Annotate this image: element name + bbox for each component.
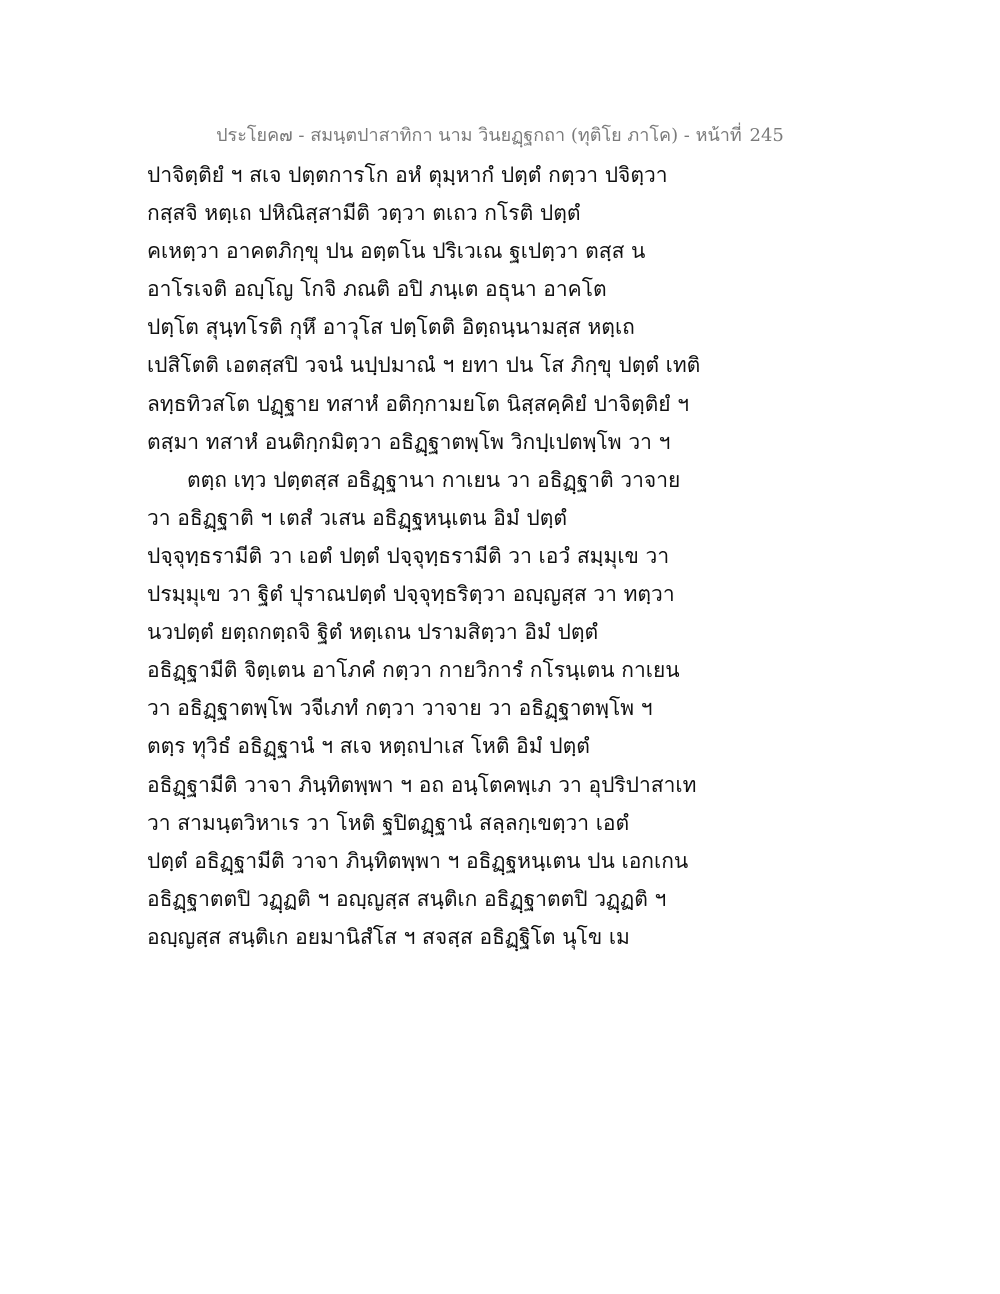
text-line: อญฺญสฺส สนฺติเก อยมานิสํโส ฯ สจสฺส อธิฏฺฐิโต นุโข เม <box>147 924 630 949</box>
text-line: วา อธิฏฺฐาตพฺโพ วจีเภทํ กตฺวา วาจาย วา อธิฏฺฐาตพฺโพ ฯ <box>147 696 653 721</box>
page-header <box>0 120 1000 149</box>
text-line: กสฺสจิ หตฺเถ ปหิณิสฺสามีติ วตฺวา ตเถว กโรติ ปตฺตํ <box>147 201 581 226</box>
text-line: วา สามนฺตวิหาเร วา โหติ ฐปิตฏฺฐานํ สลฺลกฺเขตฺวา เอตํ <box>147 810 630 835</box>
text-line: ลทฺธทิวสโต ปฏฺฐาย ทสาหํ อติกฺกามยโต นิสฺสคฺคิยํ ปาจิตฺติยํ ฯ <box>147 391 690 416</box>
header-title: ประโยค๗ - สมนฺตปาสาทิกา นาม วินยฏฺฐกถา (ทุติโย ภาโค) - หน้าที่ <box>216 125 742 146</box>
text-line: ปตฺโต สุนฺทโรติ กุหึ อาวุโส ปตฺโตติ อิตฺถนฺนามสฺส หตฺเถ <box>147 315 635 340</box>
text-line: อธิฏฺฐาตตปิ วฏฺฏติ ฯ อญฺญสฺส สนฺติเก อธิฏฺฐาตตปิ วฏฺฏติ ฯ <box>147 886 667 911</box>
text-line: ปรมฺมุเข วา ฐิตํ ปุราณปตฺตํ ปจฺจุทฺธริตฺวา อญฺญสฺส วา ทตฺวา <box>147 582 675 607</box>
page-number: 245 <box>749 125 784 146</box>
body-text <box>147 156 701 956</box>
text-line: ตสฺมา ทสาหํ อนติกฺกมิตฺวา อธิฏฺฐาตพฺโพ วิกปฺเปตพฺโพ วา ฯ <box>147 429 671 454</box>
text-line: อธิฏฺฐามีติ วาจา ภินฺทิตพฺพา ฯ อถ อนฺโตคพฺเภ วา อุปริปาสาเท <box>147 772 697 797</box>
text-line: คเหตฺวา อาคตภิกฺขุ ปน อตฺตโน ปริเวเณ ฐเปตฺวา ตสฺส น <box>147 239 646 264</box>
text-line: ปาจิตฺติยํ ฯ สเจ ปตฺตการโก อหํ ตุมฺหากํ ปตฺตํ กตฺวา ปจิตฺวา <box>147 163 668 187</box>
text-line: ปจฺจุทฺธรามีติ วา เอตํ ปตฺตํ ปจฺจุทฺธรามีติ วา เอวํ สมฺมุเข วา <box>147 543 670 568</box>
text-line: นวปตฺตํ ยตฺถกตฺถจิ ฐิตํ หตฺเถน ปรามสิตฺวา อิมํ ปตฺตํ <box>147 620 599 645</box>
text-line: ปตฺตํ อธิฏฺฐามีติ วาจา ภินฺทิตพฺพา ฯ อธิฏฺฐหนฺเตน ปน เอกเกน <box>147 848 689 873</box>
text-line: ตตฺร ทุวิธํ อธิฏฺฐานํ ฯ สเจ หตฺถปาเส โหติ อิมํ ปตฺตํ <box>147 734 590 759</box>
text-line: วา อธิฏฺฐาติ ฯ เตสํ วเสน อธิฏฺฐหนฺเตน อิมํ ปตฺตํ <box>147 505 567 530</box>
text-line: เปสิโตติ เอตสฺสปิ วจนํ นปฺปมาณํ ฯ ยทา ปน โส ภิกฺขุ ปตฺตํ เทติ <box>147 353 701 378</box>
paragraph-start-line: ตตฺถ เทฺว ปตฺตสฺส อธิฏฺฐานา กาเยน วา อธิฏฺฐาติ วาจาย <box>187 467 681 492</box>
text-line: อาโรเจติ อญฺโญ โกจิ ภณติ อปิ ภนฺเต อธุนา อาคโต <box>147 277 607 302</box>
text-line: อธิฏฺฐามีติ จิตฺเตน อาโภคํ กตฺวา กายวิการํ กโรนฺเตน กาเยน <box>147 658 680 683</box>
